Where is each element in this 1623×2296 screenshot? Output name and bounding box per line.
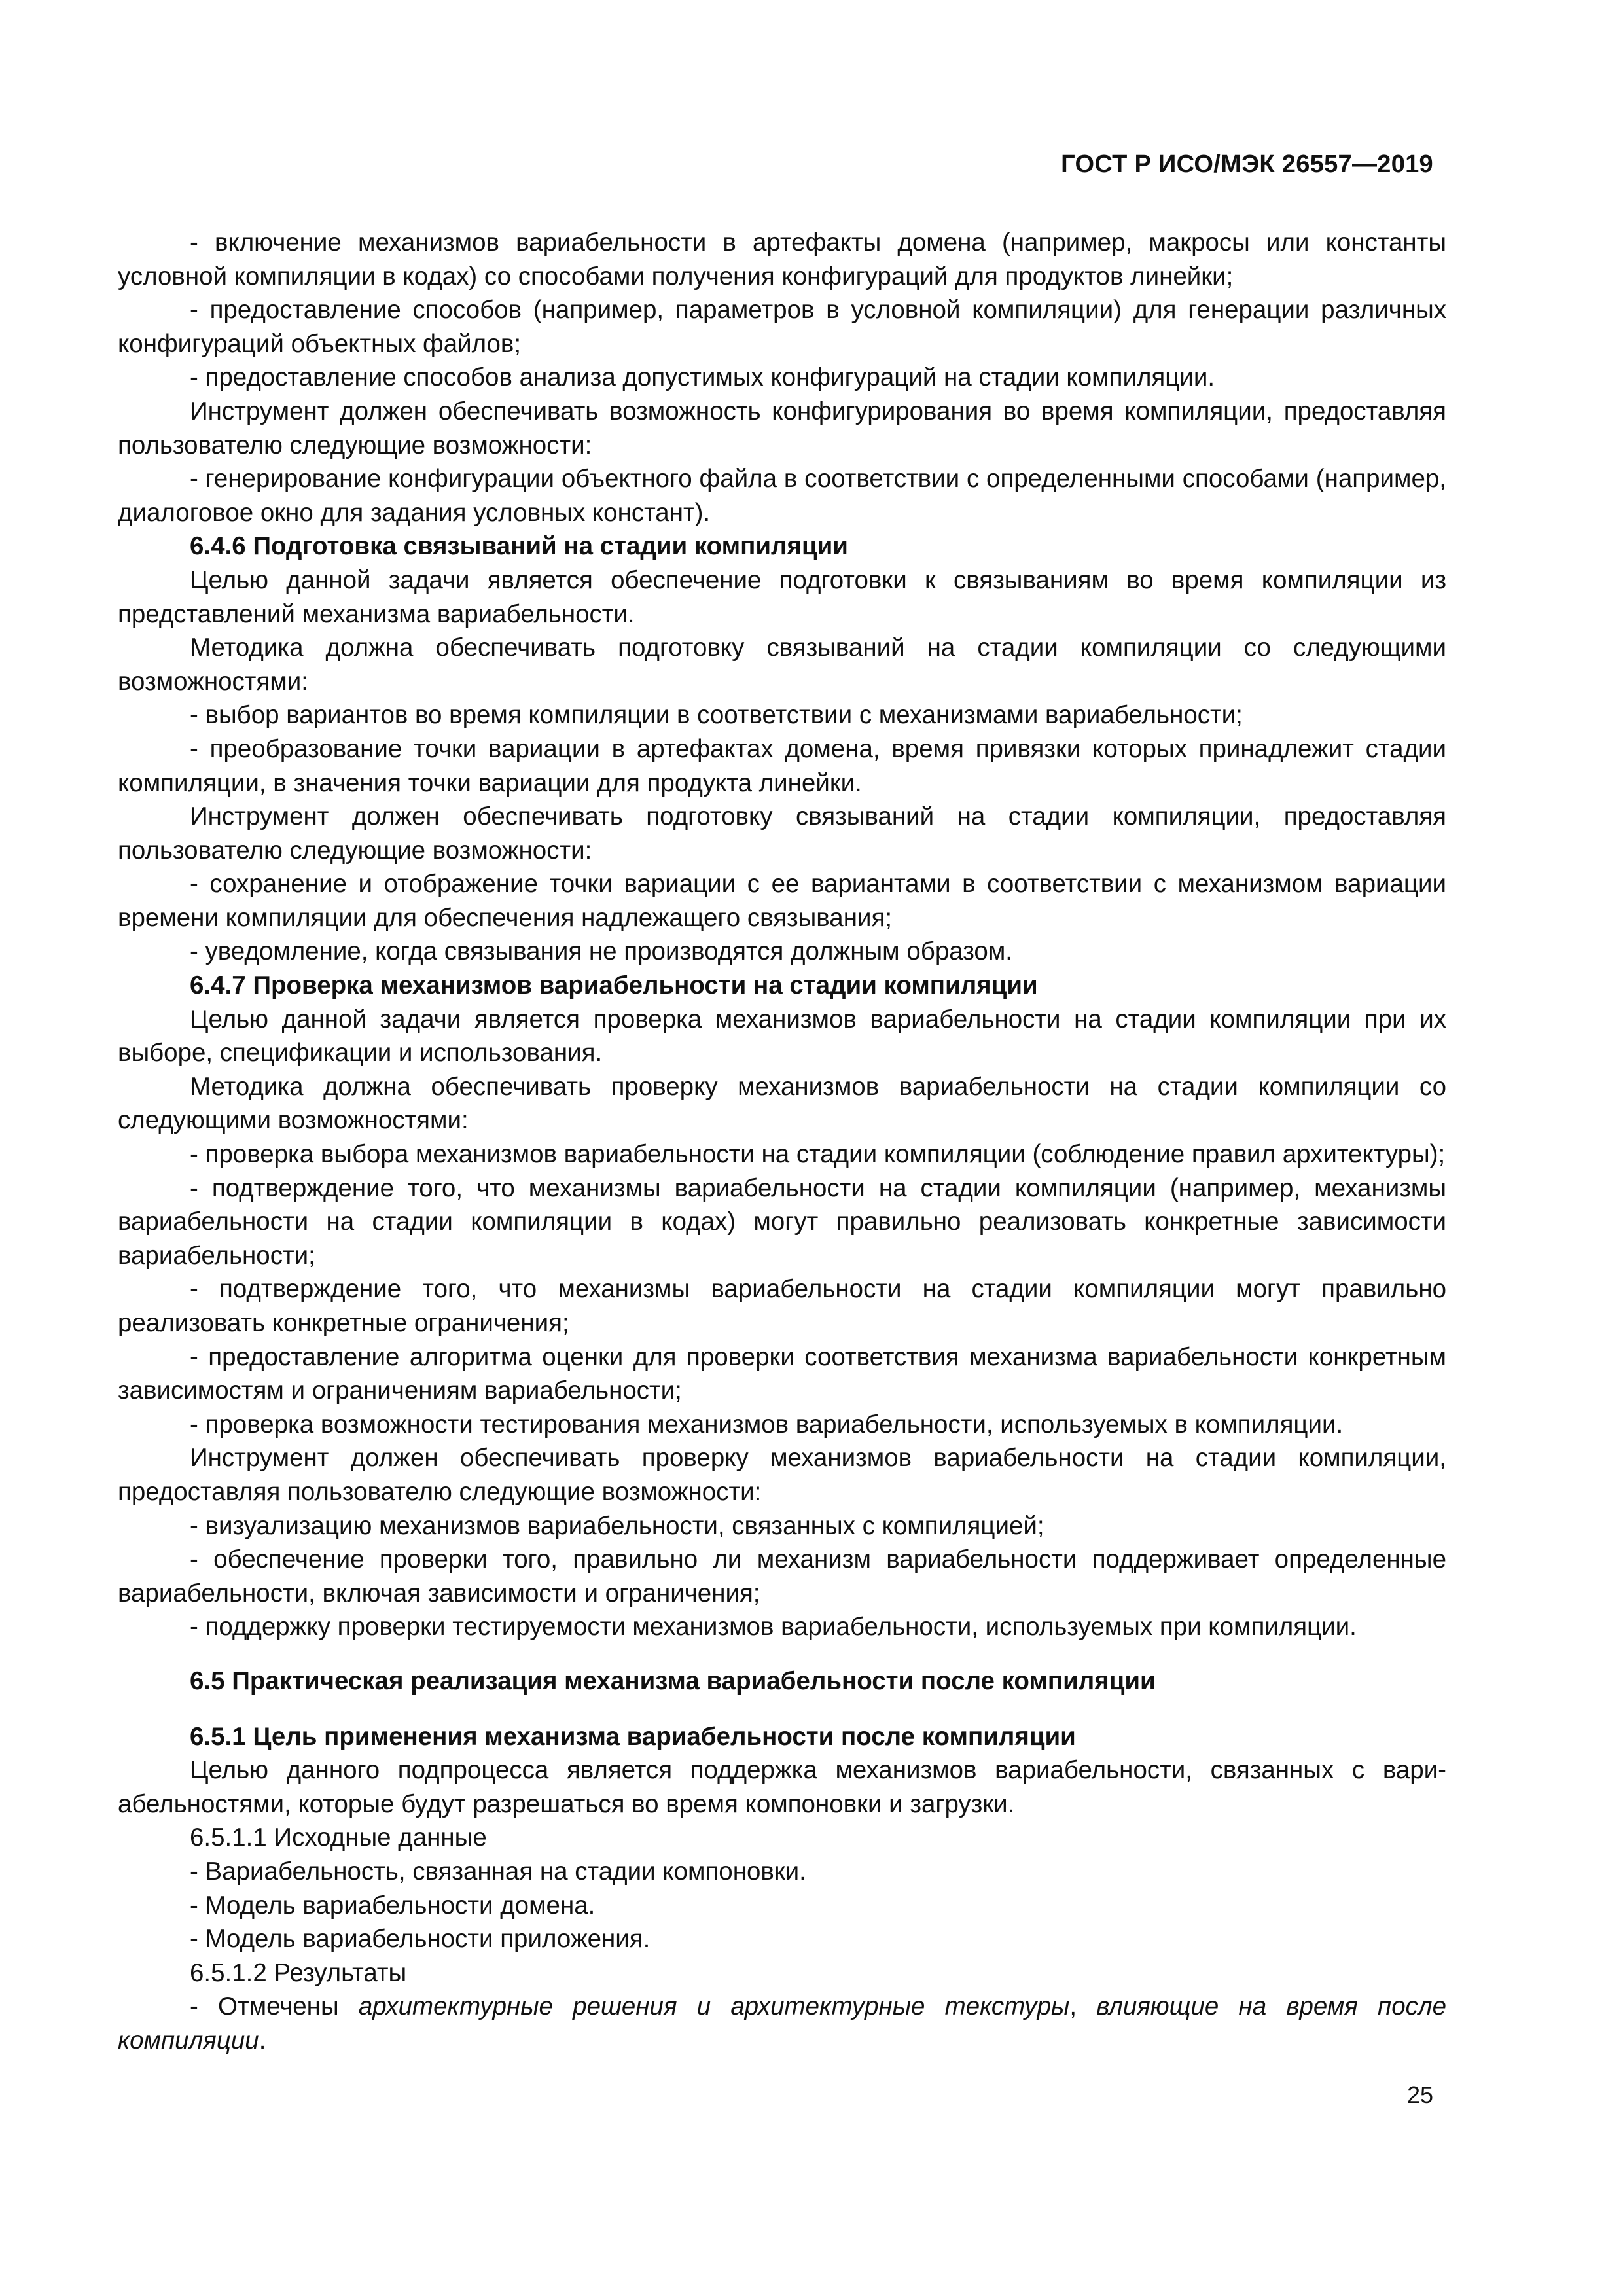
text-run: .: [259, 2026, 266, 2054]
subsection-heading-6-4-6: 6.4.6 Подготовка связываний на стадии компиляции: [190, 532, 848, 561]
list-item: - уведомление, когда связывания не производятся должным образом.: [190, 937, 1013, 966]
paragraph: Методика должна обеспечивать проверку механизмов вариабельности на стадии компиляции со следующими возможностями:: [118, 1072, 1446, 1135]
document-header-standard-id: ГОСТ Р ИСО/МЭК 26557—2019: [1061, 151, 1433, 178]
text-run: - Отмечены: [190, 1992, 359, 2021]
list-item: - сохранение и отображение точки вариации с ее вариантами в соответствии с механизмом вариации времени компиляции для обеспечения надлежащего связывания;: [118, 870, 1446, 932]
list-item: - генерирование конфигурации объектного файла в соответствии с определенными способами (например, диалоговое окно для задания условных констант).: [118, 465, 1446, 527]
list-item: - проверка возможности тестирования механизмов вариабельности, используемых в компиляции.: [190, 1410, 1344, 1439]
subsection-heading-6-4-7: 6.4.7 Проверка механизмов вариабельности на стадии компиляции: [190, 971, 1038, 1000]
paragraph: Целью данной задачи является проверка механизмов вариабельности на стадии компиляции при их выборе, спецификации и использования.: [118, 1005, 1446, 1067]
list-item: - Модель вариабельности домена.: [190, 1891, 596, 1920]
list-item: - Модель вариабельности приложения.: [190, 1925, 651, 1954]
list-item: - проверка выбора механизмов вариабельности на стадии компиляции (соблюдение правил архитектуры);: [190, 1140, 1446, 1169]
list-item: - подтверждение того, что механизмы вариабельности на стадии компиляции (например, механизмы вариабельности на стадии компиляции в кодах) могут правильно реализовать конкретные зависимости вариабельности;: [118, 1174, 1446, 1270]
paragraph: Инструмент должен обеспечивать возможность конфигурирования во время компиляции, предоставляя пользователю следующие возможности:: [118, 397, 1446, 459]
list-item: - преобразование точки вариации в артефактах домена, время привязки которых принадлежит стадии компиляции, в значения точки вариации для продукта линейки.: [118, 734, 1446, 797]
subsection-heading-6-5-1: 6.5.1 Цель применения механизма вариабельности после компиляции: [190, 1722, 1076, 1751]
section-heading-6-5: 6.5 Практическая реализация механизма вариабельности после компиляции: [190, 1666, 1156, 1695]
document-body: [118, 226, 1446, 2057]
paragraph: Методика должна обеспечивать подготовку связываний на стадии компиляции со следующими возможностями:: [118, 634, 1446, 696]
list-item: - выбор вариантов во время компиляции в соответствии с механизмами вариабельности;: [190, 701, 1243, 730]
text-run: ,: [1069, 1992, 1097, 2021]
list-item: - предоставление алгоритма оценки для проверки соответствия механизма вариабельности конкретным зависимостям и ограничениям вариабельности;: [118, 1342, 1446, 1405]
list-item: - поддержку проверки тестируемости механизмов вариабельности, используемых при компиляции.: [190, 1613, 1357, 1641]
list-item: - включение механизмов вариабельности в артефакты домена (например, макросы или константы условной компиляции в кодах) со способами получения конфигураций для продуктов линейки;: [118, 228, 1446, 291]
paragraph: Инструмент должен обеспечивать подготовку связываний на стадии компиляции, предоставляя пользователю следующие возможности:: [118, 802, 1446, 865]
page-number: 25: [1406, 2081, 1433, 2108]
list-item: [118, 1990, 1446, 2057]
italic-text-run: влияющие на время после компиляции: [118, 1992, 1446, 2054]
clause-heading-6-5-1-2: 6.5.1.2 Результаты: [190, 1958, 407, 1987]
list-item: - предоставление способов анализа допустимых конфигураций на стадии компиляции.: [190, 363, 1215, 392]
clause-heading-6-5-1-1: 6.5.1.1 Исходные данные: [190, 1823, 487, 1852]
list-item: - подтверждение того, что механизмы вариабельности на стадии компиляции могут правильно реализовать конкретные ограничения;: [118, 1275, 1446, 1337]
paragraph: Инструмент должен обеспечивать проверку механизмов вариабельности на стадии компиляции, предоставляя пользователю следующие возможности:: [118, 1444, 1446, 1506]
paragraph: Целью данного подпроцесса является поддержка механизмов вариабельности, связанных с вариабельностями, которые будут разрешаться во время компоновки и загрузки.: [118, 1756, 1446, 1818]
list-item: - обеспечение проверки того, правильно ли механизм вариабельности поддерживает определенные вариабельности, включая зависимости и ограничения;: [118, 1545, 1446, 1607]
paragraph: Целью данной задачи является обеспечение подготовки к связываниям во время компиляции из представлений механизма вариабельности.: [118, 565, 1446, 628]
list-item: - предоставление способов (например, параметров в условной компиляции) для генерации различных конфигураций объектных файлов;: [118, 296, 1446, 358]
italic-text-run: архитектурные решения и архитектурные текстуры: [358, 1992, 1070, 2021]
list-item: - визуализацию механизмов вариабельности, связанных с компиляцией;: [190, 1511, 1044, 1540]
list-item: - Вариабельность, связанная на стадии компоновки.: [190, 1857, 806, 1886]
